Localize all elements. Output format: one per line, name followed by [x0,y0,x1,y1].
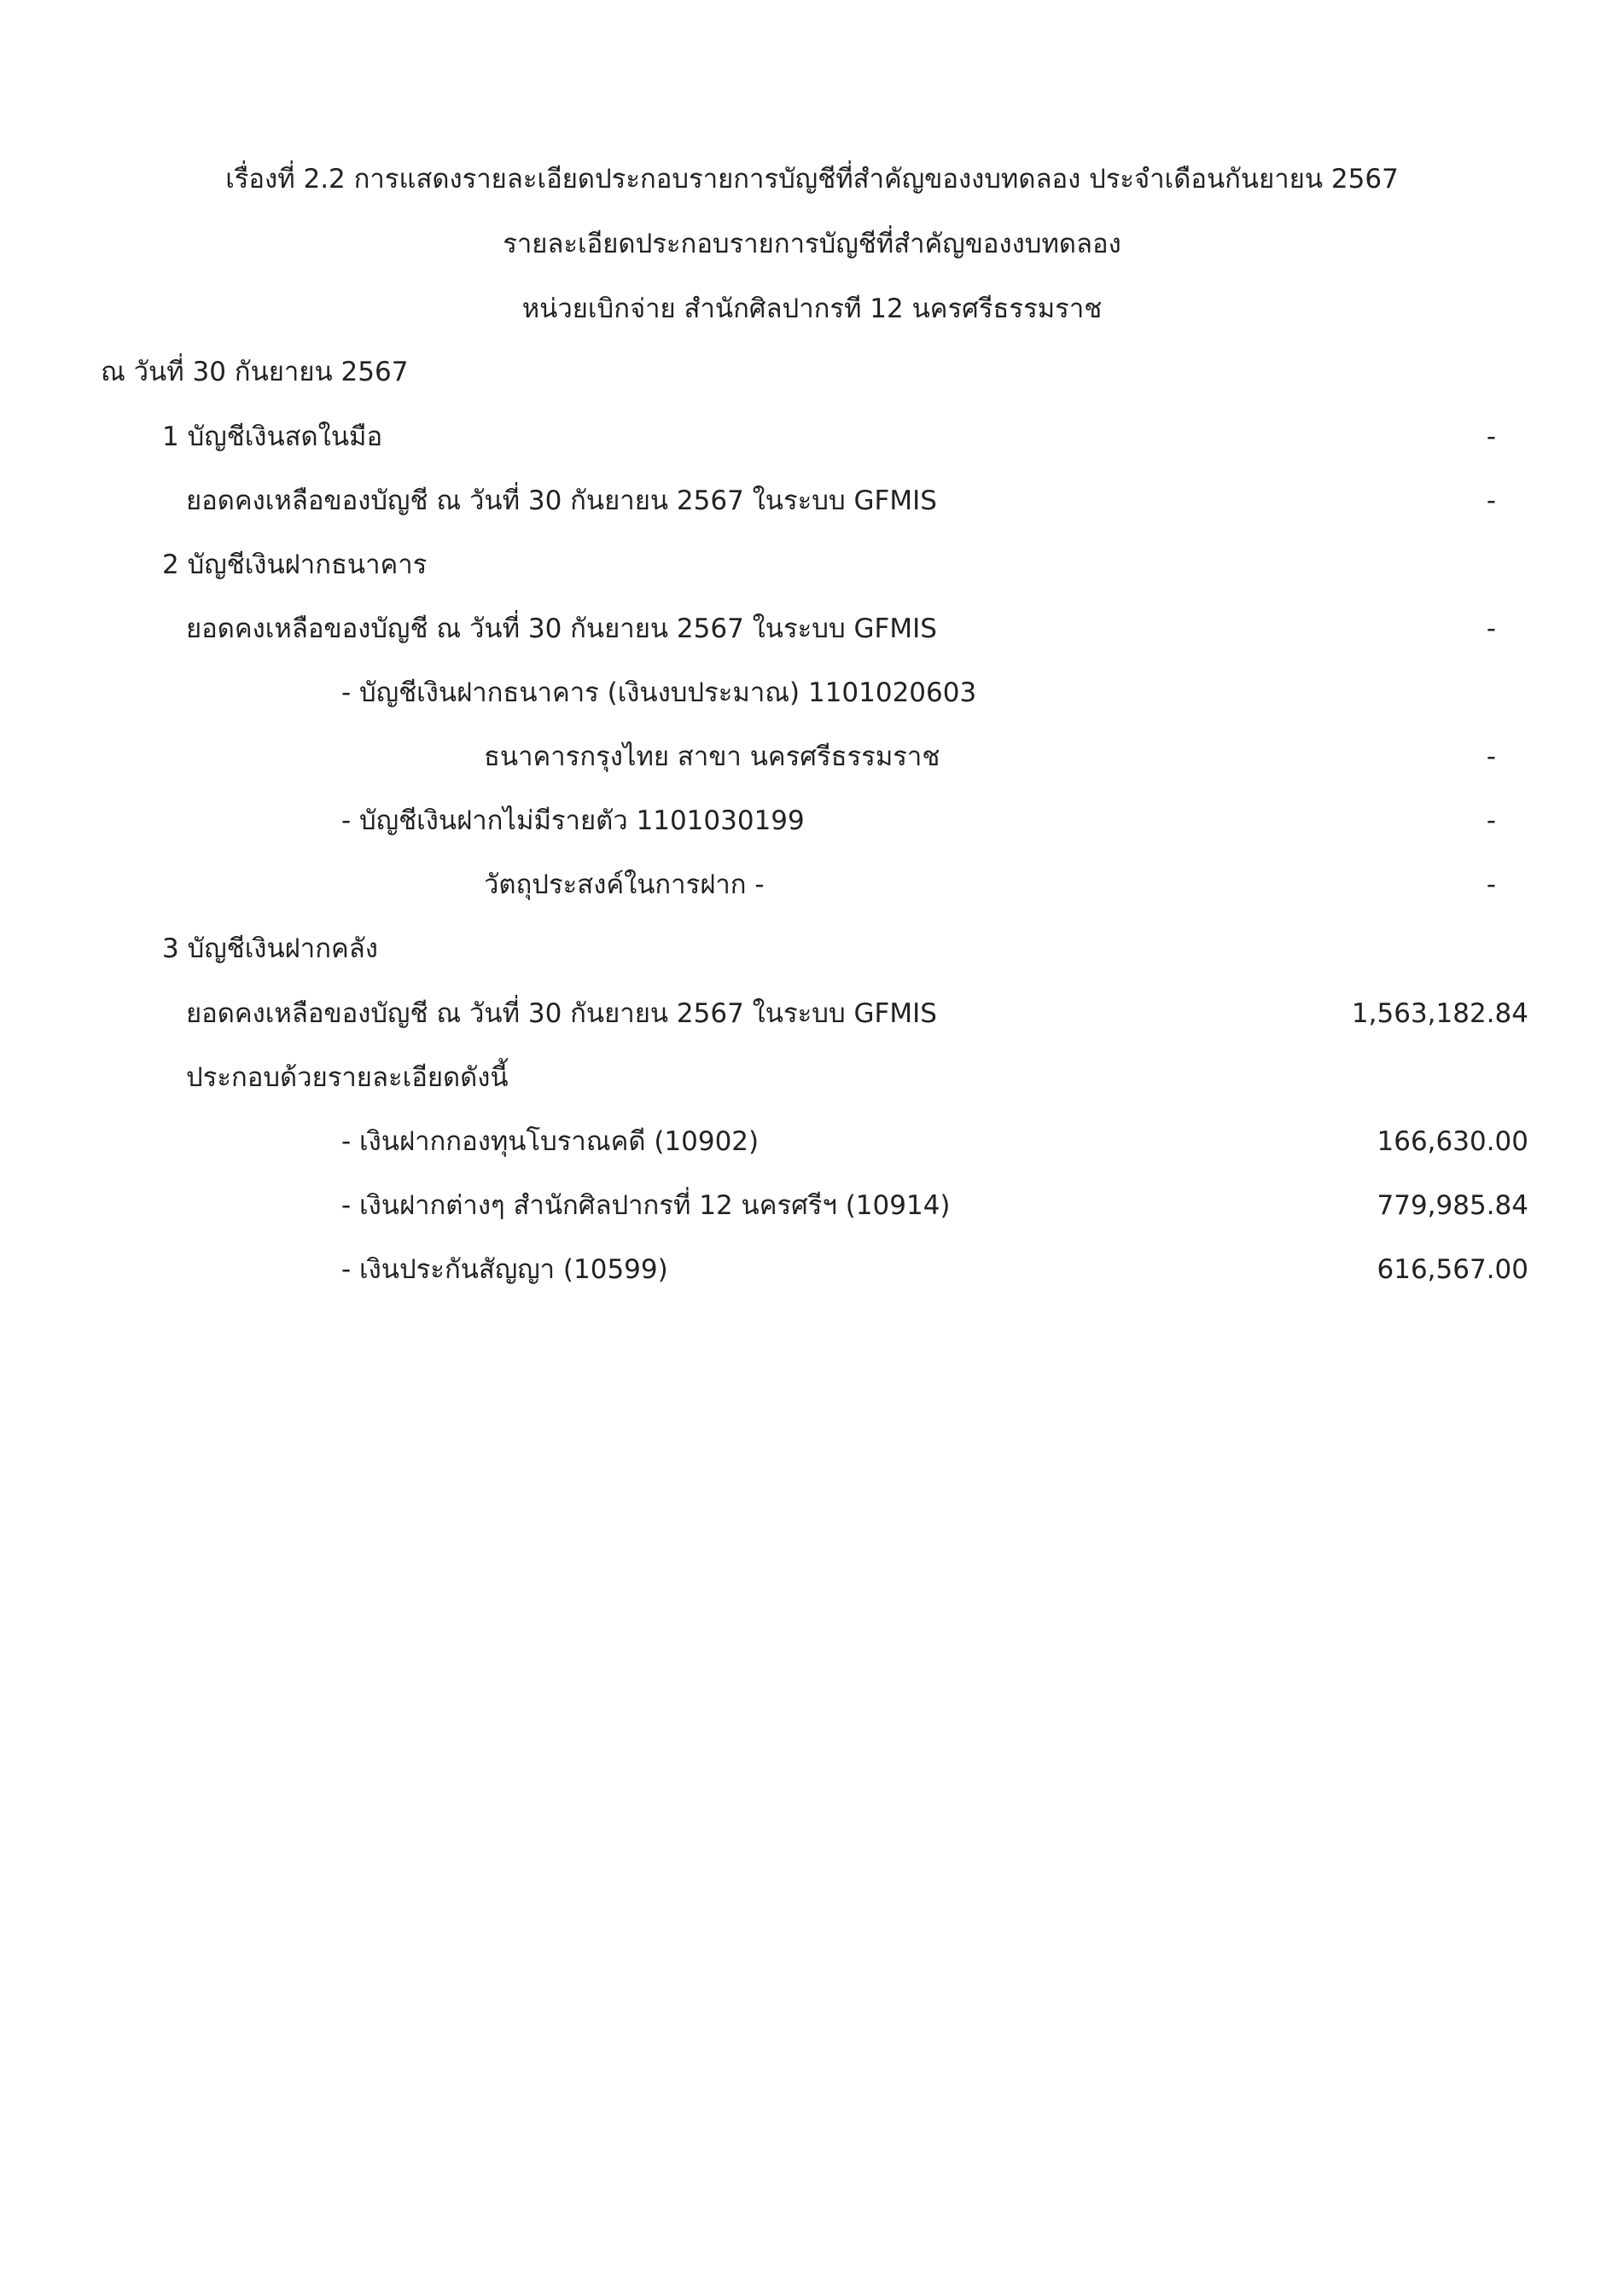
treasury-balance-amount: 1,563,182.84 [1351,998,1528,1029]
row-amount: - [1486,805,1496,836]
detail-amount: 779,985.84 [1377,1190,1528,1221]
detail-item: - เงินประกันสัญญา (10599) [341,1254,668,1285]
row-amount: - [1486,421,1496,452]
document-subtitle: รายละเอียดประกอบรายการบัญชีที่สำคัญของงบทดลอง [503,229,1121,259]
bank-branch: ธนาคารกรุงไทย สาขา นครศรีธรรมราช [484,741,940,772]
row-amount: - [1486,741,1496,772]
section-heading-bank: 2 บัญชีเงินฝากธนาคาร [162,549,428,580]
row-amount: - [1486,613,1496,644]
detail-item: - เงินฝากต่างๆ สำนักศิลปากรที่ 12 นครศรีฯ (10914) [341,1190,951,1221]
detail-item: - เงินฝากกองทุนโบราณคดี (10902) [341,1126,760,1157]
bank-account-nonbudget: - บัญชีเงินฝากไม่มีรายตัว 1101030199 [341,805,805,836]
row-amount: - [1486,869,1496,900]
as-of-date: ณ วันที่ 30 กันยายน 2567 [101,357,409,387]
unit-name: หน่วยเบิกจ่าย สำนักศิลปากรที 12 นครศรีธรรมราช [521,294,1103,324]
detail-amount: 616,567.00 [1377,1254,1528,1285]
row-amount: - [1486,485,1496,516]
section-heading-treasury: 3 บัญชีเงินฝากคลัง [162,933,378,964]
balance-label: ยอดคงเหลือของบัญชี ณ วันที่ 30 กันยายน 2567 ในระบบ GFMIS [186,998,937,1029]
document-title: เรื่องที่ 2.2 การแสดงรายละเอียดประกอบรายการบัญชีที่สำคัญของงบทดลอง ประจำเดือนกันยายน 2567 [225,164,1399,195]
bank-account-budget: - บัญชีเงินฝากธนาคาร (เงินงบประมาณ) 1101020603 [341,677,977,708]
detail-amount: 166,630.00 [1377,1126,1528,1157]
details-intro: ประกอบด้วยรายละเอียดดังนี้ [186,1062,509,1093]
deposit-purpose: วัตถุประสงค์ในการฝาก - [484,869,765,900]
section-heading-cash: 1 บัญชีเงินสดในมือ [162,421,383,452]
balance-label: ยอดคงเหลือของบัญชี ณ วันที่ 30 กันยายน 2567 ในระบบ GFMIS [186,613,937,644]
balance-label: ยอดคงเหลือของบัญชี ณ วันที่ 30 กันยายน 2567 ในระบบ GFMIS [186,485,937,516]
